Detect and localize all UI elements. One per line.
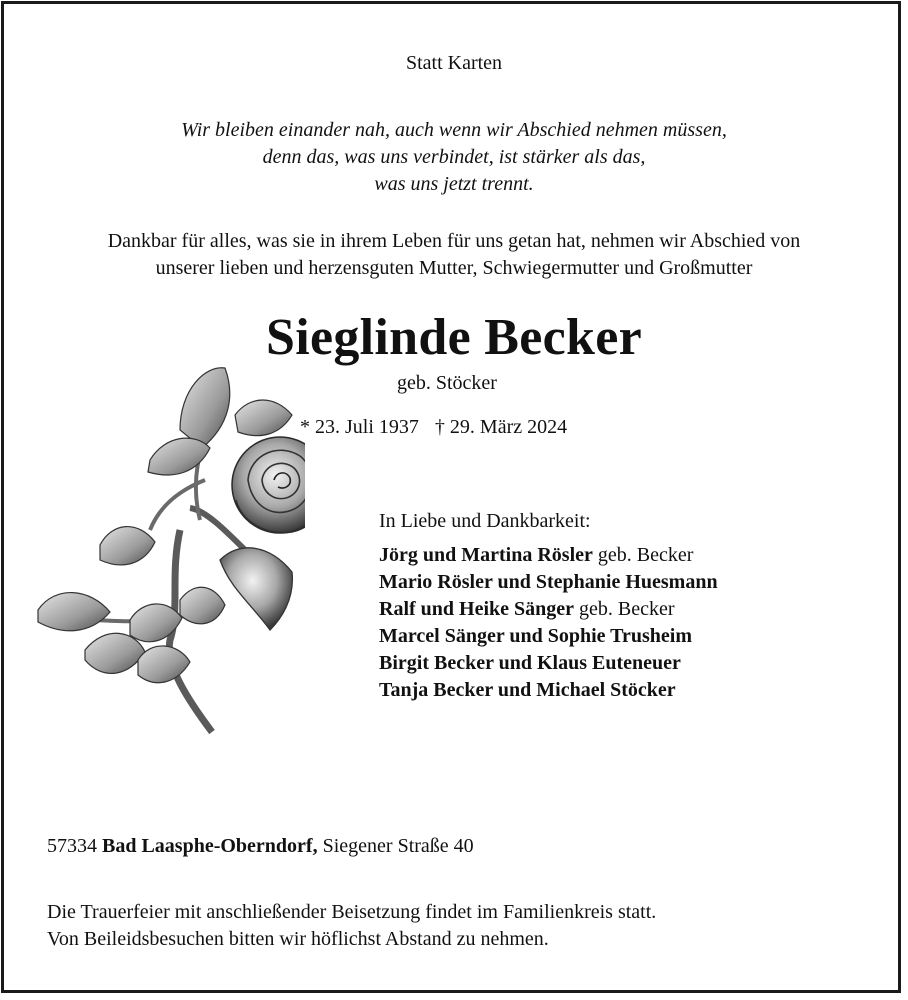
header-statt-karten: Statt Karten	[405, 52, 503, 74]
family-entry	[379, 596, 718, 623]
closing-notes	[47, 899, 656, 953]
family-entry	[379, 542, 718, 569]
intro-line: Dankbar für alles, was sie in ihrem Leben für uns getan hat, nehmen wir Abschied von	[107, 230, 801, 252]
note-line: Die Trauerfeier mit anschließender Beisetzung findet im Familienkreis statt.	[47, 901, 657, 923]
family-names: Birgit Becker und Klaus Euteneuer	[379, 652, 681, 674]
birth-name: geb. Stöcker	[397, 372, 497, 394]
family-entry	[379, 677, 718, 704]
family-names: Jörg und Martina Rösler	[379, 544, 593, 566]
deceased-name: Sieglinde Becker	[266, 309, 642, 366]
family-names: Mario Rösler und Stephanie Huesmann	[379, 571, 718, 593]
life-dates	[300, 416, 567, 439]
family-suffix: geb. Becker	[592, 544, 694, 566]
address-street: Siegener Straße 40	[322, 835, 474, 857]
intro-line: unserer lieben und herzensguten Mutter, Schwiegermutter und Großmutter	[155, 257, 753, 279]
death-date: † 29. März 2024	[434, 416, 568, 438]
intro-text	[0, 228, 908, 282]
birth-date: * 23. Juli 1937	[300, 416, 419, 438]
address-zip: 57334	[47, 835, 97, 857]
note-line: Von Beileidsbesuchen bitten wir höflichst Abstand zu nehmen.	[47, 928, 549, 950]
thanks-line: In Liebe und Dankbarkeit:	[379, 510, 591, 532]
address	[47, 835, 474, 858]
quote-line: Wir bleiben einander nah, auch wenn wir Abschied nehmen müssen,	[181, 119, 727, 141]
memorial-quote	[0, 117, 908, 198]
family-entry	[379, 569, 718, 596]
family-names: Marcel Sänger und Sophie Trusheim	[379, 625, 693, 647]
family-entry	[379, 623, 718, 650]
family-names: Ralf und Heike Sänger	[379, 598, 575, 620]
family-entry	[379, 650, 718, 677]
quote-line: was uns jetzt trennt.	[374, 173, 534, 195]
quote-line: denn das, was uns verbindet, ist stärker als das,	[262, 146, 646, 168]
family-list	[379, 542, 718, 704]
family-names: Tanja Becker und Michael Stöcker	[379, 679, 676, 701]
rose-illustration-icon	[30, 360, 305, 740]
address-place: Bad Laasphe-Oberndorf,	[102, 835, 318, 857]
family-suffix: geb. Becker	[574, 598, 675, 620]
